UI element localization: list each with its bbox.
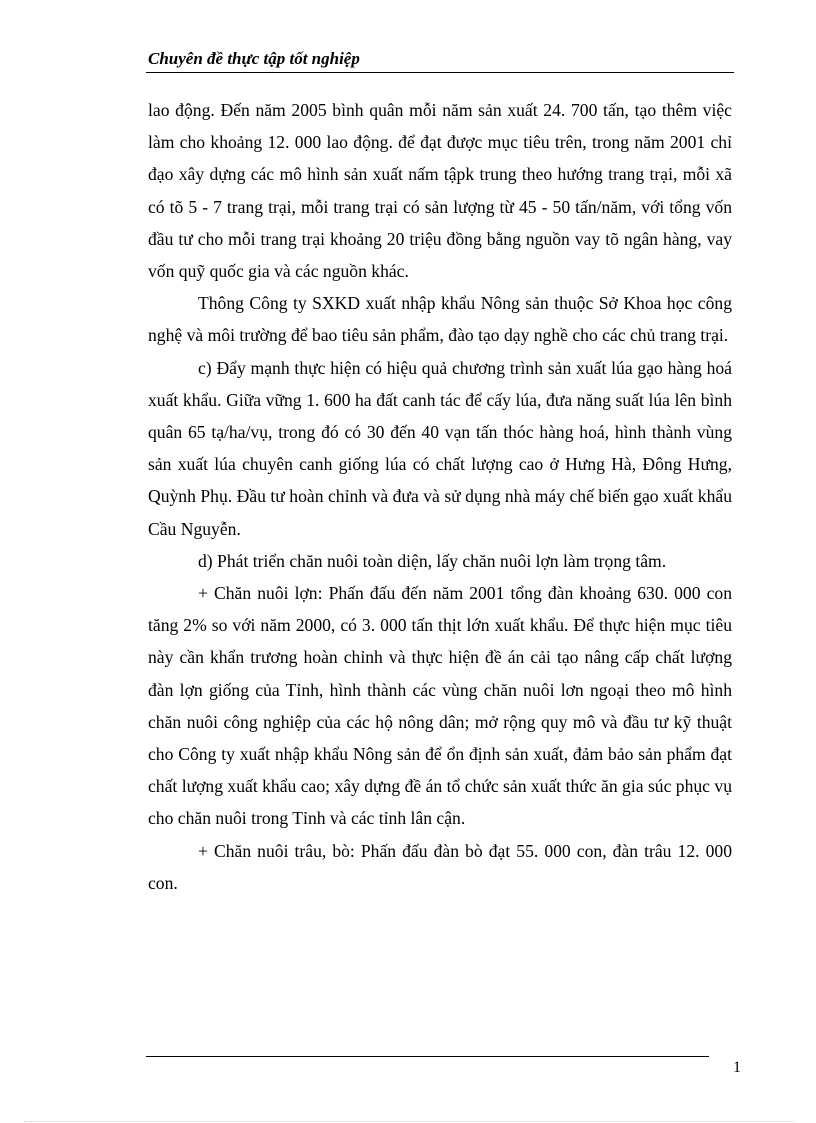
paragraph-2: Thông Công ty SXKD xuất nhập khẩu Nông sản thuộc Sở Khoa học công nghệ và môi trường để bao tiêu sản phẩm, đào tạo dạy nghề cho các chủ trang trại. xyxy=(148,293,732,346)
document-body xyxy=(148,94,732,899)
paragraph-3: c) Đẩy mạnh thực hiện có hiệu quả chương trình sản xuất lúa gạo hàng hoá xuất khẩu. Giữa vững 1. 600 ha đất canh tác để cấy lúa, đưa năng suất lúa lên bình quân 65 tạ/ha/vụ, trong đó có 30 đến 40 vạn tấn thóc hàng hoá, hình thành vùng sản xuất lúa chuyên canh giống lúa có chất lượng cao ở Hưng Hà, Đông Hưng, Quỳnh Phụ. Đầu tư hoàn chỉnh và đưa và sử dụng nhà máy chế biến gạo xuất khẩu Cầu Nguyễn. xyxy=(148,357,732,539)
page-number: 1 xyxy=(733,1059,741,1076)
paragraph-4: d) Phát triển chăn nuôi toàn diện, lấy chăn nuôi lợn làm trọng tâm. xyxy=(198,550,667,571)
page-bottom-border xyxy=(24,1121,794,1122)
header-title: Chuyên đề thực tập tốt nghiệp xyxy=(148,49,360,68)
paragraph-6: + Chăn nuôi trâu, bò: Phấn đấu đàn bò đạt 55. 000 con, đàn trâu 12. 000 con. xyxy=(148,840,732,893)
paragraph-5: + Chăn nuôi lợn: Phấn đấu đến năm 2001 tổng đàn khoảng 630. 000 con tăng 2% so với năm 2000, có 3. 000 tấn thịt lớn xuất khẩu. Để thực hiện mục tiêu này cần khẩn trương hoàn chỉnh và thực hiện đề án cải tạo nâng cấp chất lượng đàn lợn giống của Tỉnh, hình thành các vùng chăn nuôi lơn ngoại theo mô hình chăn nuôi công nghiệp của các hộ nông dân; mở rộng quy mô và đầu tư kỹ thuật cho Công ty xuất nhập khẩu Nông sản để ổn định sản xuất, đảm bảo sản phẩm đạt chất lượng xuất khẩu cao; xây dựng đề án tổ chức sản xuất thức ăn gia súc phục vụ cho chăn nuôi trong Tỉnh và các tỉnh lân cận. xyxy=(148,583,732,829)
paragraph-1: lao động. Đến năm 2005 bình quân mỗi năm sản xuất 24. 700 tấn, tạo thêm việc làm cho khoảng 12. 000 lao động. để đạt được mục tiêu trên, trong năm 2001 chỉ đạo xây dựng các mô hình sản xuất nấm tậpk trung theo hướng trang trại, mỗi xã có tõ 5 - 7 trang trại, mỗi trang trại có sản lượng từ 45 - 50 tấn/năm, với tổng vốn đầu tư cho mỗi trang trại khoảng 20 triệu đồng bằng nguồn vay tõ ngân hàng, vay vốn quỹ quốc gia và các nguồn khác. xyxy=(148,100,732,282)
page-header xyxy=(146,48,734,73)
footer-rule xyxy=(146,1056,709,1057)
